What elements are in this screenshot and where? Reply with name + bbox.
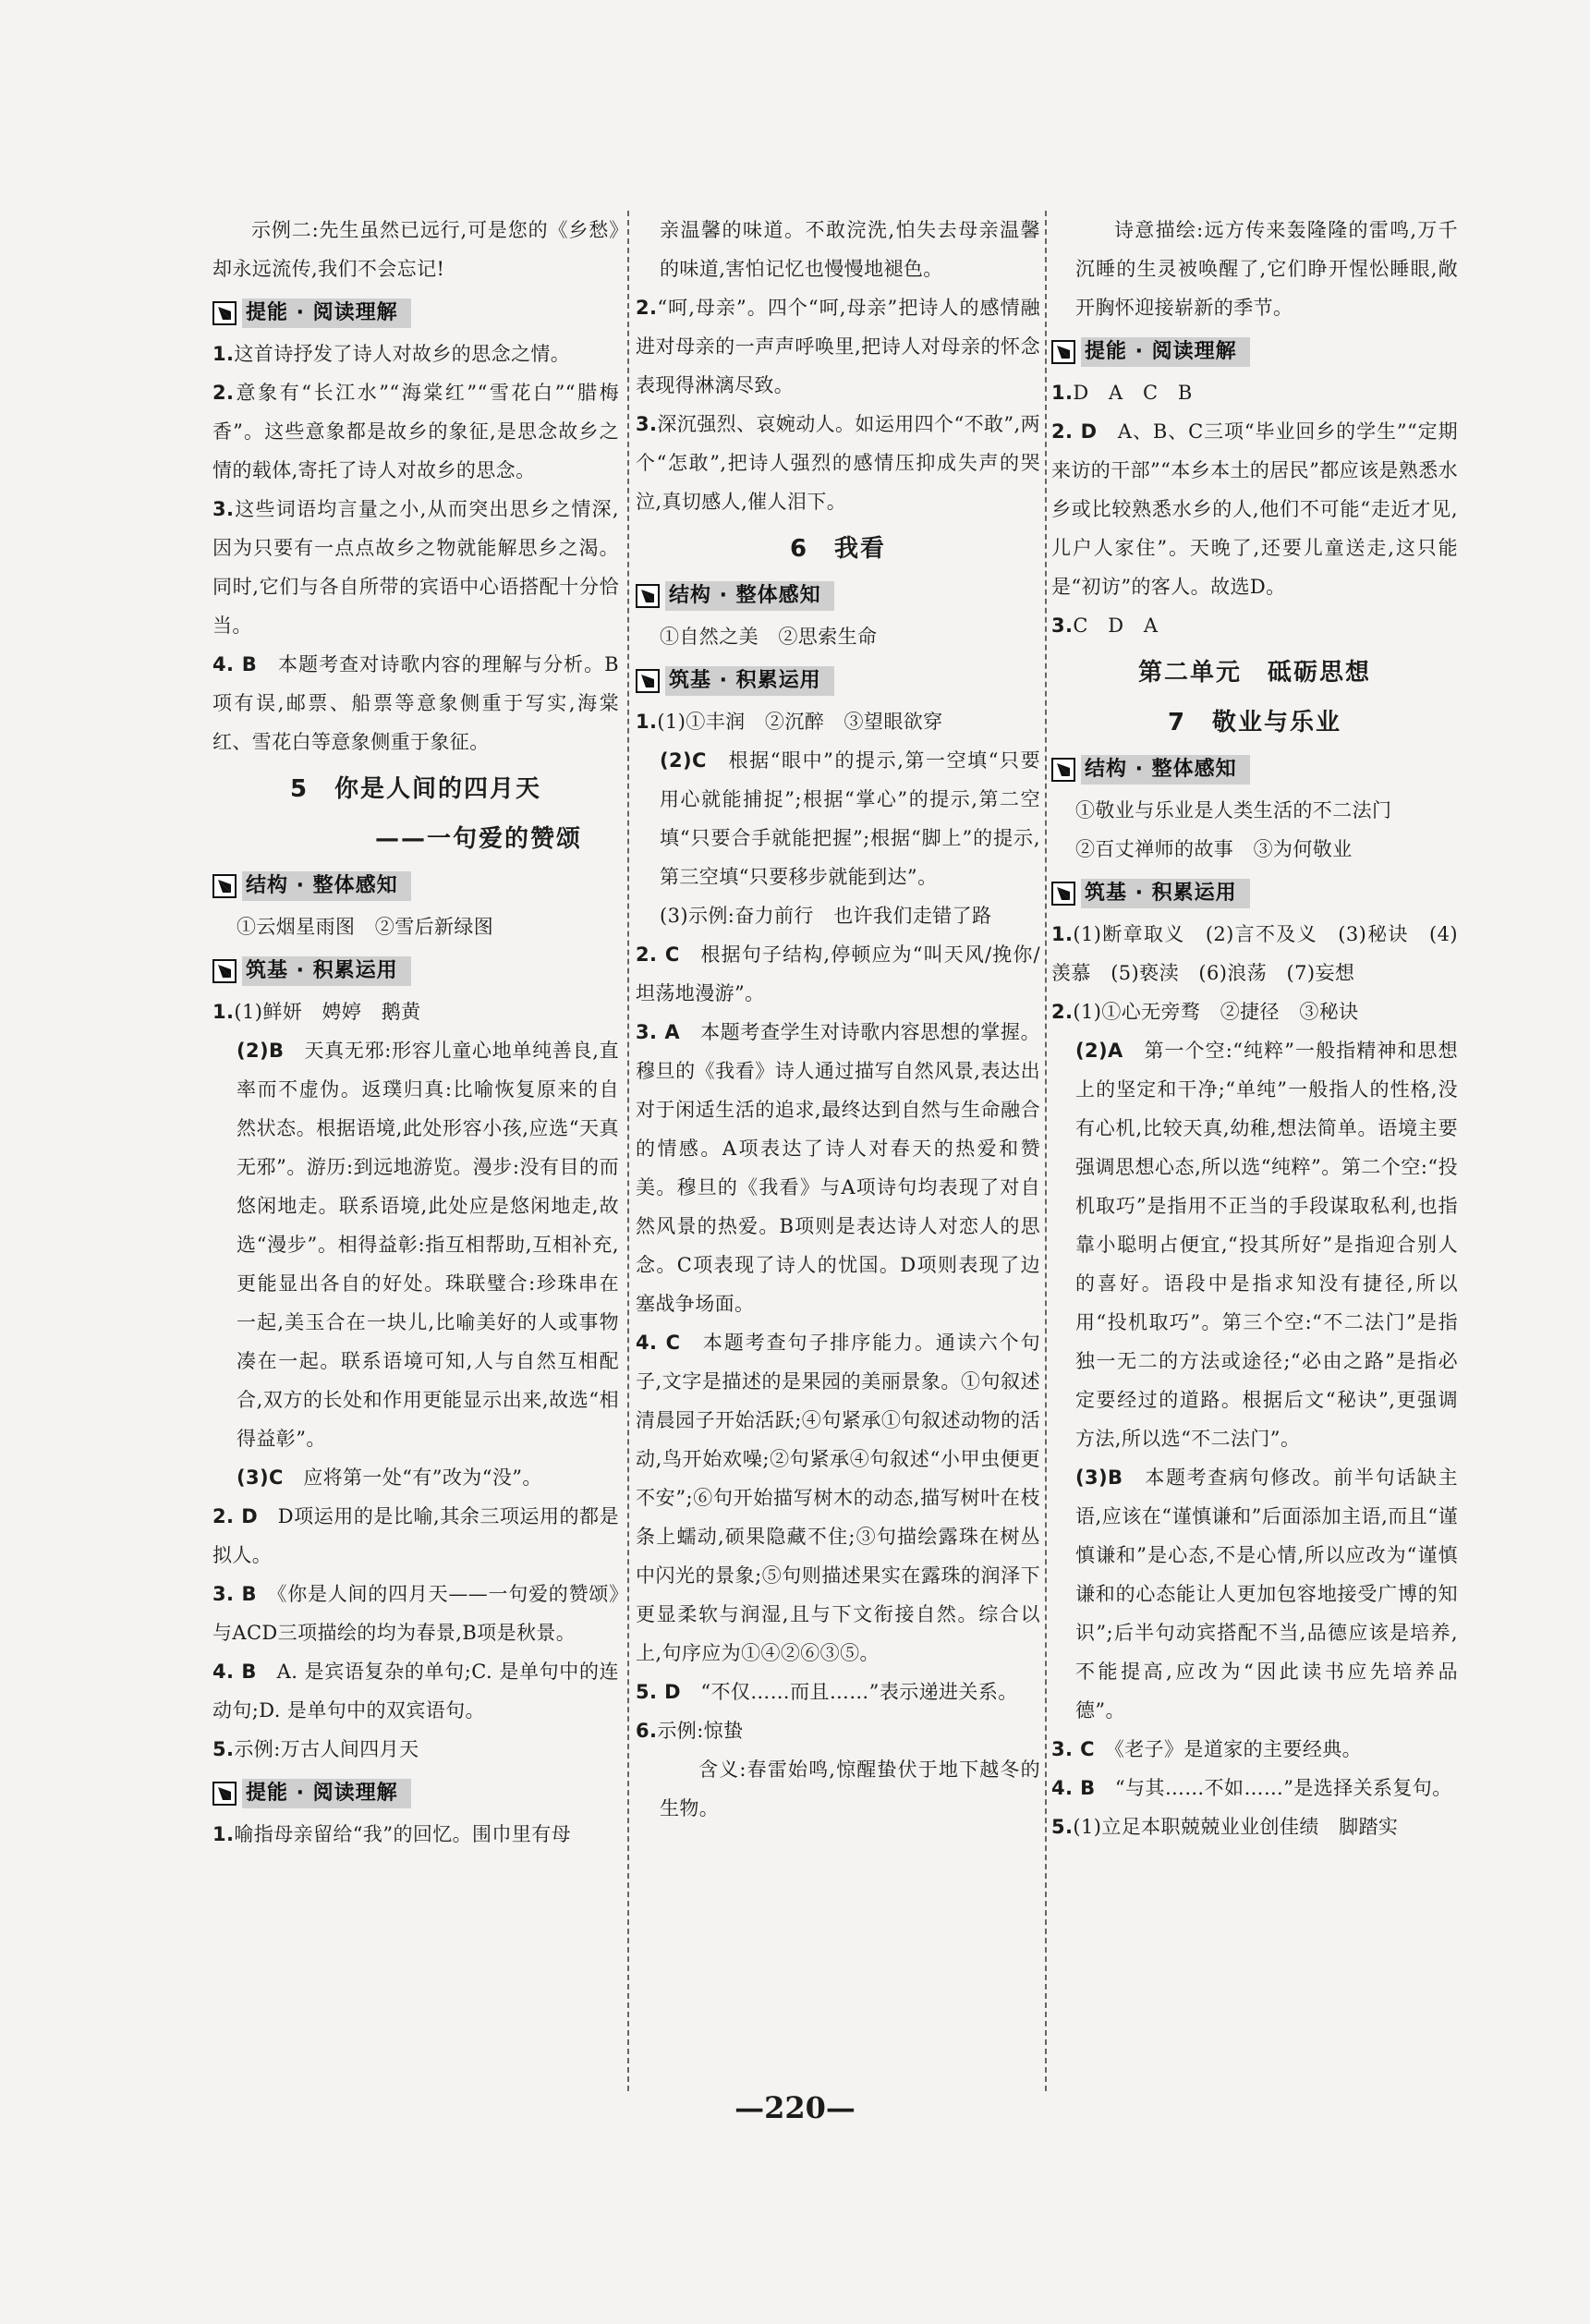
column-divider (1045, 211, 1047, 2091)
answer-item: 1.(1)①丰润 ②沉醉 ③望眼欲穿 (636, 711, 943, 733)
lesson-title: 5 你是人间的四月天 (289, 775, 542, 803)
answer-continuation: 亲温馨的味道。不敢浣洗,怕失去母亲温馨的味道,害怕记忆也慢慢地褪色。 (660, 219, 1040, 280)
answer-subitem: (2)A 第一个空:“纯粹”一般指精神和思想上的坚定和干净;“单纯”一般指人的性格,没有心机,比较天真,幼稚,想法简单。语境主要强调思想心态,所以选“纯粹”。第二个空:“投机取巧”是指用不正当的手段谋取私利,也指靠小聪明占便宜,“投其所好”是指迎合别人的喜好。语段中是指求知没有捷径,所以用“投机取巧”。第三个空:“不二法门”是指独一无二的方法或途径;“必由之路”是指必定要经过的道路。根据后文“秘诀”,更强调方法,所以选“不二法门”。 (1075, 1040, 1458, 1450)
lesson-subtitle: ——一句爱的赞颂 (374, 825, 582, 853)
section-label: 筑基 · 积累运用 (665, 666, 834, 696)
answer-item: 1.这首诗抒发了诗人对故乡的思念之情。 (212, 343, 571, 365)
answer-item: 2. C 根据句子结构,停顿应为“叫天风/挽你/坦荡地漫游”。 (636, 943, 1040, 1004)
answer-item: 4. B 本题考查对诗歌内容的理解与分析。B项有误,邮票、船票等意象侧重于写实,海棠红、雪花白等意象侧重于象征。 (212, 653, 619, 753)
example-text: 示例二:先生虽然已远行,可是您的《乡愁》却永远流传,我们不会忘记! (212, 219, 619, 280)
lesson-title: 7 敬业与乐业 (1167, 709, 1342, 736)
answer-item: 2. D D项运用的是比喻,其余三项运用的都是拟人。 (212, 1505, 620, 1566)
answer-subitem: 含义:春雷始鸣,惊醒蛰伏于地下越冬的生物。 (660, 1758, 1040, 1819)
section-header-reading (212, 1778, 619, 1809)
section-arrow-icon (212, 301, 237, 325)
answer-item: 5. D “不仅……而且……”表示递进关系。 (636, 1681, 1018, 1703)
answer-subitem: (3)B 本题考查病句修改。前半句话缺主语,应该在“谨慎谦和”后面添加主语,而且“谨慎谦和”是心态,不是心情,所以应改为“谨慎谦和的心态能让人更加包容地接受广博的知识”;后半句动宾搭配不当,品德应该是培养,不能提高,应改为“因此读书应先培养品德”。 (1075, 1466, 1458, 1722)
section-label: 提能 · 阅读理解 (242, 298, 411, 328)
section-arrow-icon (212, 959, 237, 983)
answer-item: 2.意象有“长江水”“海棠红”“雪花白”“腊梅香”。这些意象都是故乡的象征,是思念故乡之情的载体,寄托了诗人对故乡的思念。 (212, 382, 619, 481)
column-divider (627, 211, 629, 2091)
answer-item: 4. B “与其……不如……”是选择关系复句。 (1051, 1777, 1452, 1799)
answer-item: 2.“呵,母亲”。四个“呵,母亲”把诗人的感情融进对母亲的一声声呼唤里,把诗人对母亲的怀念表现得淋漓尽致。 (636, 297, 1040, 396)
section-label: 筑基 · 积累运用 (1081, 879, 1250, 908)
answer-item: 2. D A、B、C三项“毕业回乡的学生”“定期来访的干部”“本乡本土的居民”都应该是熟悉水乡或比较熟悉水乡的人,他们不可能“走近才见,儿户人家住”。天晚了,还要儿童送走,这只能是“初访”的客人。故选D。 (1051, 420, 1459, 598)
answer-item: 3. A 本题考查学生对诗歌内容思想的掌握。穆旦的《我看》诗人通过描写自然风景,表达出对于闲适生活的追求,最终达到自然与生命融合的情感。A项表达了诗人对春天的热爱和赞美。穆旦的《我看》与A项诗句均表现了对自然风景的热爱。B项则是表达诗人对恋人的思念。C项表现了诗人的忧国。D项则表现了边塞战争场面。 (636, 1021, 1040, 1315)
answer-item: 1.(1)断章取义 (2)言不及义 (3)秘诀 (4)羡慕 (5)亵渎 (6)浪荡 (7)妄想 (1051, 923, 1458, 984)
section-header-accumulate (1051, 878, 1458, 909)
answer-item: 4. B A. 是宾语复杂的单句;C. 是单句中的连动句;D. 是单句中的双宾语句。 (212, 1661, 619, 1722)
structure-text: ①敬业与乐业是人类生活的不二法门 (1075, 799, 1392, 821)
answer-item: 5.(1)立足本职兢兢业业创佳绩 脚踏实 (1051, 1816, 1399, 1838)
answer-item: 3.C D A (1051, 614, 1159, 637)
section-arrow-icon (636, 669, 660, 693)
section-arrow-icon (1051, 340, 1075, 364)
answer-item: 6.示例:惊蛰 (636, 1720, 744, 1742)
column-left (212, 211, 619, 1854)
unit-title: 第二单元 砥砺思想 (1137, 659, 1371, 687)
section-label: 筑基 · 积累运用 (242, 956, 411, 986)
section-header-accumulate (212, 955, 619, 987)
structure-text: ①云烟星雨图 ②雪后新绿图 (237, 916, 494, 938)
section-label: 提能 · 阅读理解 (1081, 337, 1250, 367)
answer-item: 1.D A C B (1051, 382, 1193, 404)
section-label: 结构 · 整体感知 (1081, 755, 1250, 785)
answer-item: 4. C 本题考查句子排序能力。通读六个句子,文字是描述的是果园的美丽景象。①句叙述清晨园子开始活跃;④句紧承①句叙述动物的活动,鸟开始欢噪;②句紧承④句叙述“小甲虫便更不安”;⑥句开始描写树木的动态,描写树叶在枝条上蠕动,硕果隐藏不住;③句描绘露珠在树丛中闪光的景象;⑤句则描述果实在露珠的润泽下更显柔软与润湿,且与下文衔接自然。综合以上,句序应为①④②⑥③⑤。 (636, 1332, 1040, 1664)
column-right (1051, 211, 1458, 1846)
section-arrow-icon (1051, 882, 1075, 906)
section-header-reading (212, 298, 619, 329)
column-middle (636, 211, 1040, 1828)
answer-item: 3. B 《你是人间的四月天——一句爱的赞颂》与ACD三项描绘的均为春景,B项是秋景。 (212, 1583, 619, 1644)
answer-item: 3. C 《老子》是道家的主要经典。 (1051, 1738, 1363, 1760)
answer-subitem: (3)示例:奋力前行 也许我们走错了路 (660, 905, 992, 927)
section-arrow-icon (1051, 758, 1075, 782)
section-arrow-icon (212, 1782, 237, 1806)
poem-description: 诗意描绘:远方传来轰隆隆的雷鸣,万千沉睡的生灵被唤醒了,它们睁开惺忪睡眼,敞开胸怀迎接崭新的季节。 (1075, 219, 1458, 319)
lesson-title: 6 我看 (789, 535, 887, 563)
answer-subitem: (2)B 天真无邪:形容儿童心地单纯善良,直率而不虚伪。返璞归真:比喻恢复原来的自然状态。根据语境,此处形容小孩,应选“天真无邪”。游历:到远地游览。漫步:没有目的而悠闲地走。联系语境,此处应是悠闲地走,故选“漫步”。相得益彰:指互相帮助,互相补充,更能显出各自的好处。珠联璧合:珍珠串在一起,美玉合在一块儿,比喻美好的人或事物凑在一起。联系语境可知,人与自然互相配合,双方的长处和作用更能显示出来,故选“相得益彰”。 (237, 1040, 619, 1450)
section-header-accumulate (636, 665, 1040, 697)
answer-item: 1.喻指母亲留给“我”的回忆。围巾里有母 (212, 1823, 572, 1845)
section-arrow-icon (212, 874, 237, 898)
answer-item: 3.深沉强烈、哀婉动人。如运用四个“不敢”,两个“怎敢”,把诗人强烈的感情压抑成失声的哭泣,真切感人,催人泪下。 (636, 413, 1040, 513)
section-header-reading (1051, 336, 1458, 368)
structure-text: ②百丈禅师的故事 ③为何敬业 (1075, 838, 1353, 860)
structure-text: ①自然之美 ②思索生命 (660, 626, 878, 648)
section-arrow-icon (636, 584, 660, 608)
section-label: 结构 · 整体感知 (665, 581, 834, 611)
answer-item: 1.(1)鲜妍 娉婷 鹅黄 (212, 1001, 421, 1023)
answer-item: 5.示例:万古人间四月天 (212, 1738, 419, 1760)
section-label: 结构 · 整体感知 (242, 871, 411, 901)
section-label: 提能 · 阅读理解 (242, 1779, 411, 1808)
answer-subitem: (2)C 根据“眼中”的提示,第一空填“只要用心就能捕捉”;根据“掌心”的提示,第二空填“只要合手就能把握”;根据“脚上”的提示,第三空填“只要移步就能到达”。 (660, 749, 1040, 888)
answer-item: 3.这些词语均言量之小,从而突出思乡之情深,因为只要有一点点故乡之物就能解思乡之渴。同时,它们与各自所带的宾语中心语搭配十分恰当。 (212, 498, 619, 637)
answer-item: 2.(1)①心无旁骛 ②捷径 ③秘诀 (1051, 1001, 1359, 1023)
page-number: —220— (734, 2090, 856, 2125)
section-header-structure (636, 580, 1040, 612)
section-header-structure (212, 870, 619, 902)
section-header-structure (1051, 754, 1458, 785)
answer-subitem: (3)C 应将第一处“有”改为“没”。 (237, 1466, 542, 1489)
